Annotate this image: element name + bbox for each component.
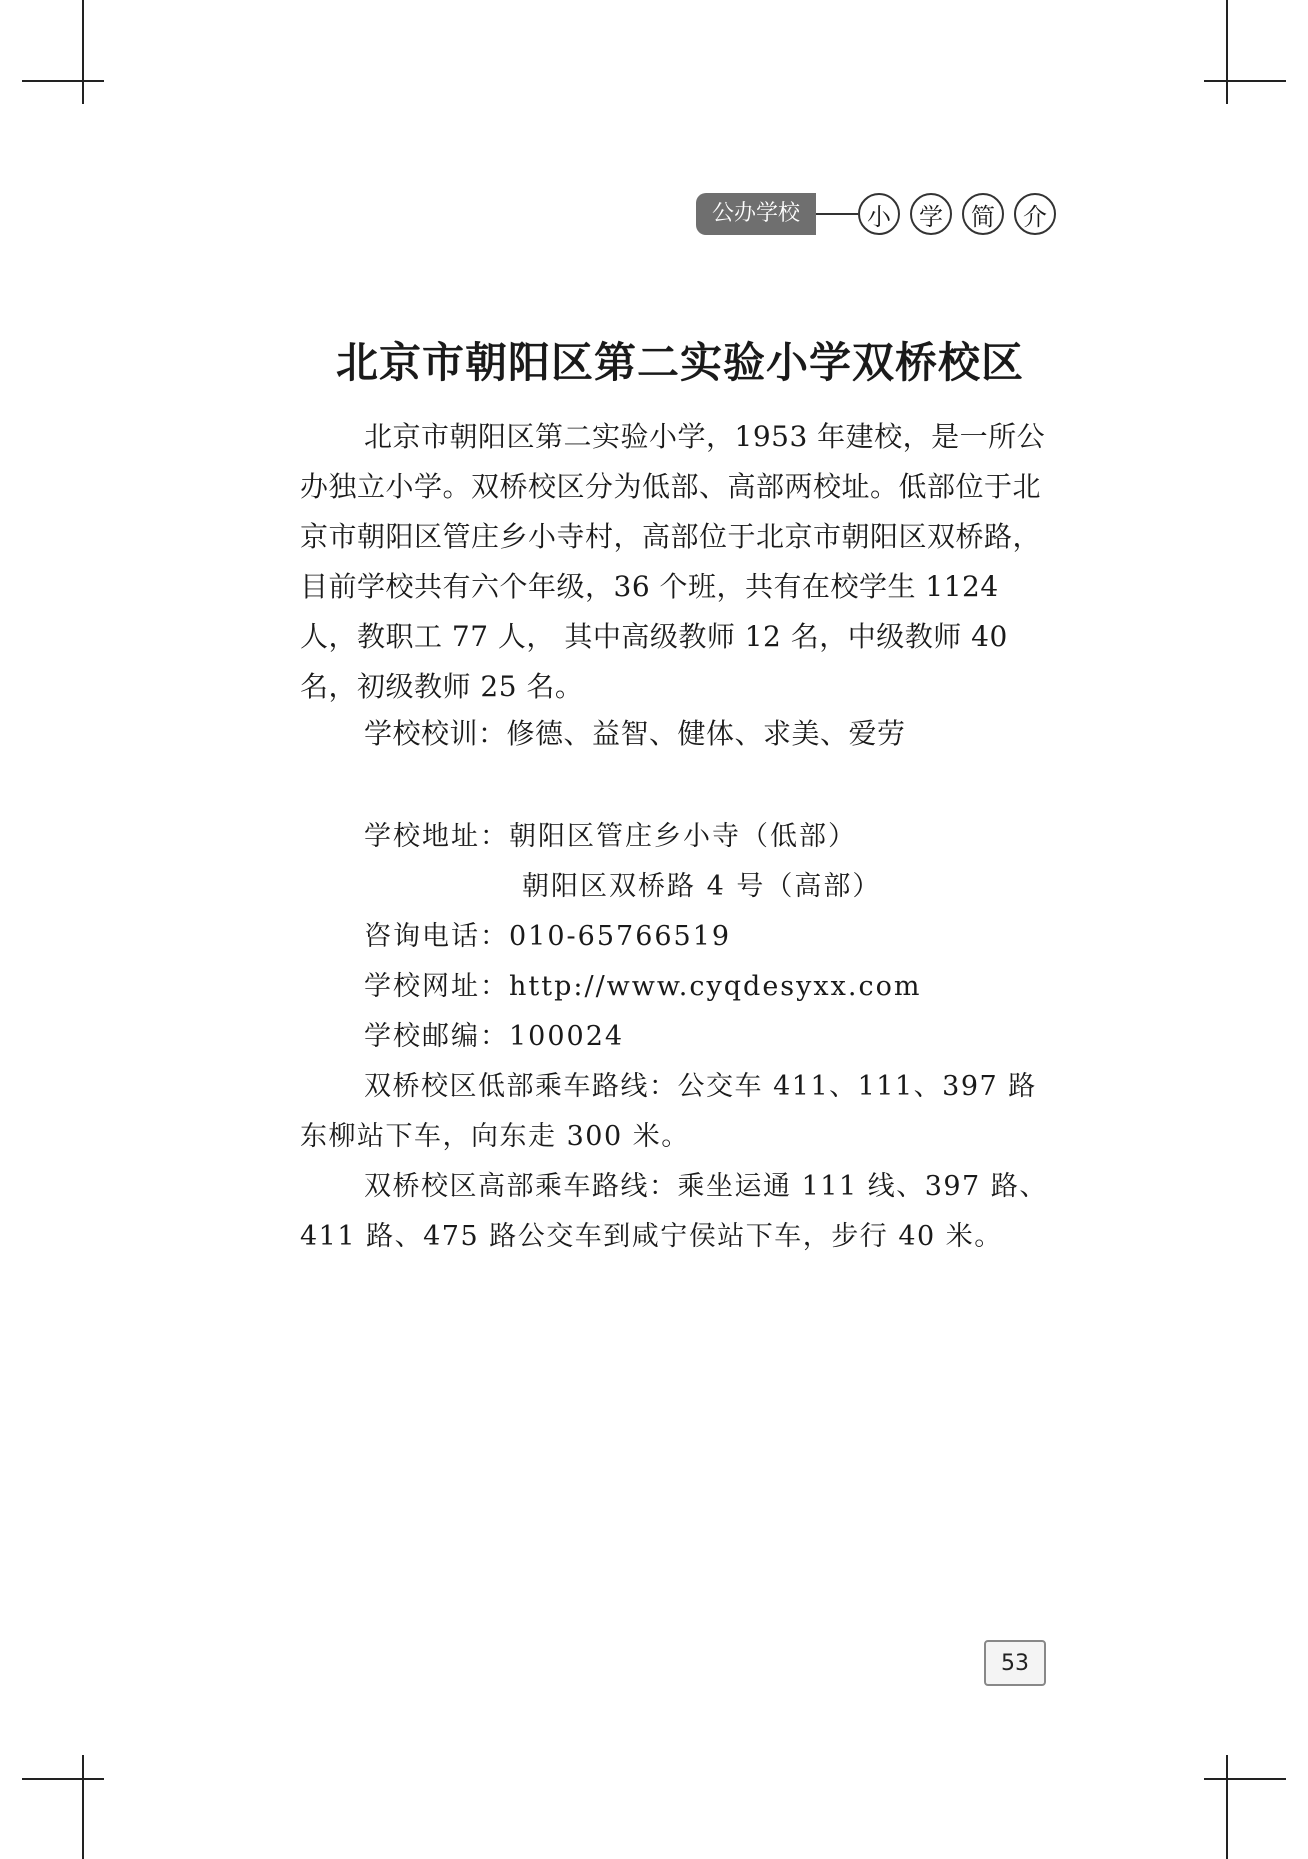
- crop-mark: [82, 0, 84, 104]
- crop-mark: [22, 1778, 104, 1780]
- school-motto: 学校校训：修德、益智、健体、求美、爱劳: [364, 717, 906, 750]
- postcode-value: 100024: [509, 1021, 625, 1052]
- section-char: 简: [962, 193, 1004, 235]
- route-low-campus: 双桥校区低部乘车路线：公交车 411、111、397 路东柳站下车，向东走 300 米。: [300, 1071, 1037, 1152]
- page-number: 53: [984, 1640, 1046, 1686]
- address-row-2: [522, 862, 881, 912]
- phone-value: 010-65766519: [509, 921, 732, 952]
- address-value-high: 朝阳区双桥路 4 号（高部）: [522, 871, 882, 902]
- website-label: 学校网址：: [364, 971, 509, 1002]
- category-tag: 公办学校: [696, 193, 816, 235]
- route-high-campus: 双桥校区高部乘车路线：乘坐运通 111 线、397 路、411 路、475 路公交车到咸宁侯站下车，步行 40 米。: [300, 1171, 1048, 1252]
- postcode-row: [364, 1012, 624, 1062]
- phone-label: 咨询电话：: [364, 921, 509, 952]
- website-link[interactable]: http://www.cyqdesyxx.com: [509, 971, 922, 1002]
- header-divider: [816, 213, 858, 215]
- crop-mark: [1226, 1755, 1228, 1859]
- crop-mark: [82, 1755, 84, 1859]
- address-row: [364, 812, 857, 862]
- intro-paragraph: 北京市朝阳区第二实验小学，1953 年建校，是一所公办独立小学。双桥校区分为低部、高部两校址。低部位于北京市朝阳区管庄乡小寺村，高部位于北京市朝阳区双桥路，目前学校共有六个年级，36 个班，共有在校学生 1124 人，教职工 77 人， 其中高级教师 12 名，中级教师 40 名，初级教师 25 名。: [300, 420, 1046, 703]
- section-char: 介: [1014, 193, 1056, 235]
- section-char: 学: [910, 193, 952, 235]
- crop-mark: [22, 80, 104, 82]
- crop-mark: [1226, 0, 1228, 104]
- postcode-label: 学校邮编：: [364, 1021, 509, 1052]
- section-char: 小: [858, 193, 900, 235]
- phone-row: [364, 912, 731, 962]
- page-title: 北京市朝阳区第二实验小学双桥校区: [335, 338, 1024, 387]
- crop-mark: [1204, 80, 1286, 82]
- running-header: [696, 190, 1056, 238]
- website-row: [364, 962, 921, 1012]
- crop-mark: [1204, 1778, 1286, 1780]
- address-label: 学校地址：: [364, 821, 509, 852]
- address-value-low: 朝阳区管庄乡小寺（低部）: [509, 821, 857, 852]
